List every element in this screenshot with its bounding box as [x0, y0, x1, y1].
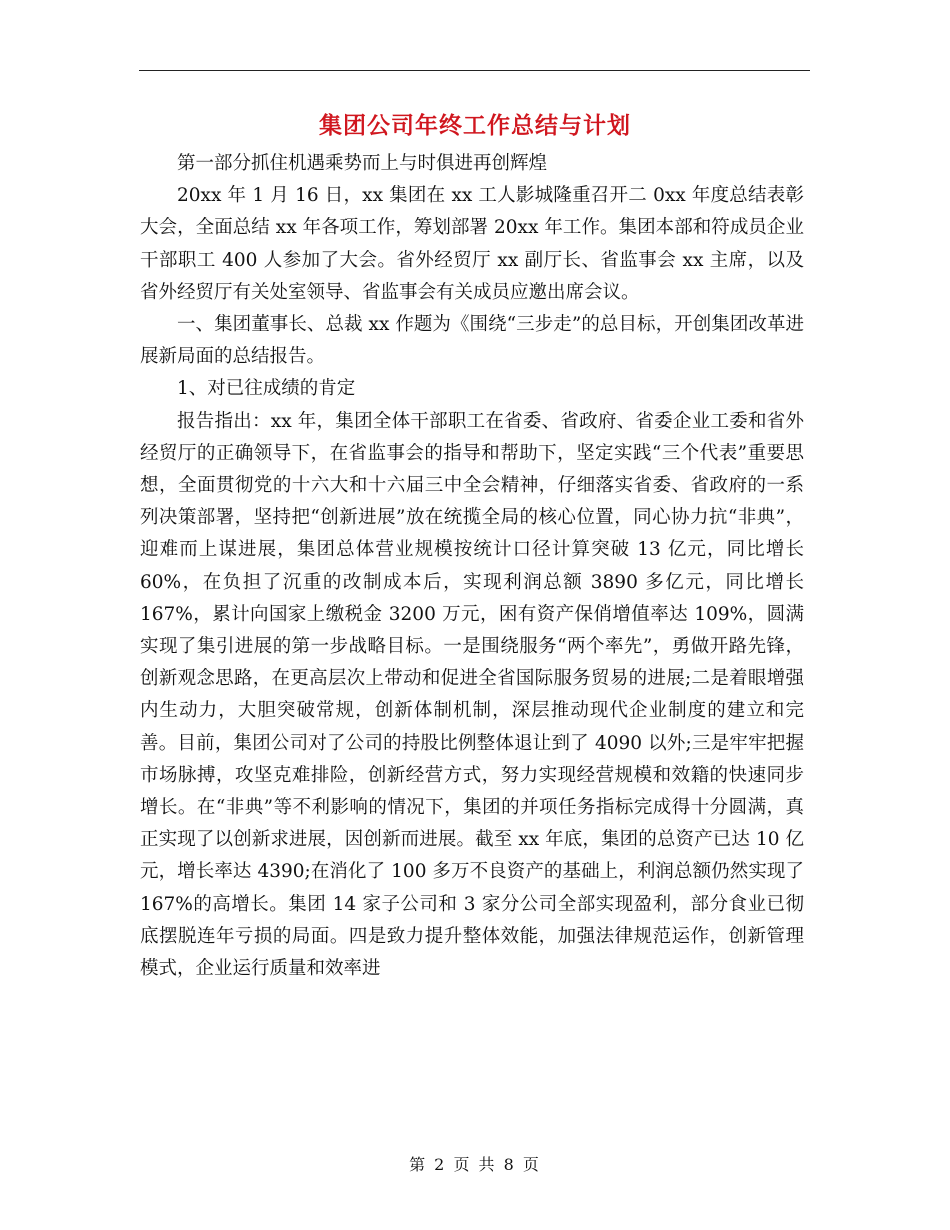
header-rule — [139, 70, 810, 71]
document-title: 集团公司年终工作总结与计划 — [319, 113, 631, 139]
paragraph-report-title: 一、集团董事长、总裁 xx 作题为《围绕“三步走”的总目标，开创集团改革进展新局面的总结报告。 — [140, 314, 804, 368]
paragraph-subheading: 1、对已往成绩的肯定 — [177, 378, 356, 400]
document-body — [140, 148, 804, 985]
paragraph-section-heading: 第一部分抓住机遇乘势而上与时俱进再创辉煌 — [177, 153, 548, 174]
page-number-footer: 第 2 页 共 8 页 — [409, 1155, 541, 1174]
paragraph-meeting-intro: 20xx 年 1 月 16 日，xx 集团在 xx 工人影城隆重召开二 0xx 年度总结表彰大会，全面总结 xx 年各项工作，筹划部署 20xx 年工作。集团本部和符成员企业干部职工 400 人参加了大会。省外经贸厅 xx 副厅长、省监事会 xx 主席，以及省外经贸厅有关处室领导、省监事会有关成员应邀出席会议。 — [140, 185, 804, 303]
paragraph-report-body: 报告指出：xx 年，集团全体干部职工在省委、省政府、省委企业工委和省外经贸厅的正确领导下，在省监事会的指导和帮助下，坚定实践“三个代表”重要思想，全面贯彻党的十六大和十六届三中全会精神，仔细落实省委、省政府的一系列决策部署，坚持把“创新进展”放在统揽全局的核心位置，同心协力抗“非典”，迎难而上谋进展，集团总体营业规模按统计口径计算突破 13 亿元，同比增长 60%，在负担了沉重的改制成本后，实现利润总额 3890 多亿元，同比增长 167%，累计向国家上缴税金 3200 万元，困有资产保俏增值率达 109%，圆满实现了集引进展的第一步战略目标。一是围绕服务“两个率先”，勇做开路先锋，创新观念思路，在更高层次上带动和促进全省国际服务贸易的进展;二是着眼增强内生动力，大胆突破常规，创新体制机制，深层推动现代企业制度的建立和完善。目前，集团公司对了公司的持股比例整体退让到了 4090 以外;三是牢牢把握市场脉搏，攻坚克难排险，创新经营方式，努力实现经营规模和效籍的快速同步增长。在“非典”等不利影响的情况下，集团的并项任务指标完成得十分圆满，真正实现了以创新求进展，因创新而进展。截至 xx 年底，集团的总资产已达 10 亿元，增长率达 4390;在消化了 100 多万不良资产的基础上，利润总额仍然实现了 167%的高增长。集团 14 家子公司和 3 家分公司全部实现盈利，部分食业已彻底摆脱连年亏损的局面。四是致力提升整体效能，加强法律规范运作，创新管理模式，企业运行质量和效率进 — [140, 410, 804, 980]
